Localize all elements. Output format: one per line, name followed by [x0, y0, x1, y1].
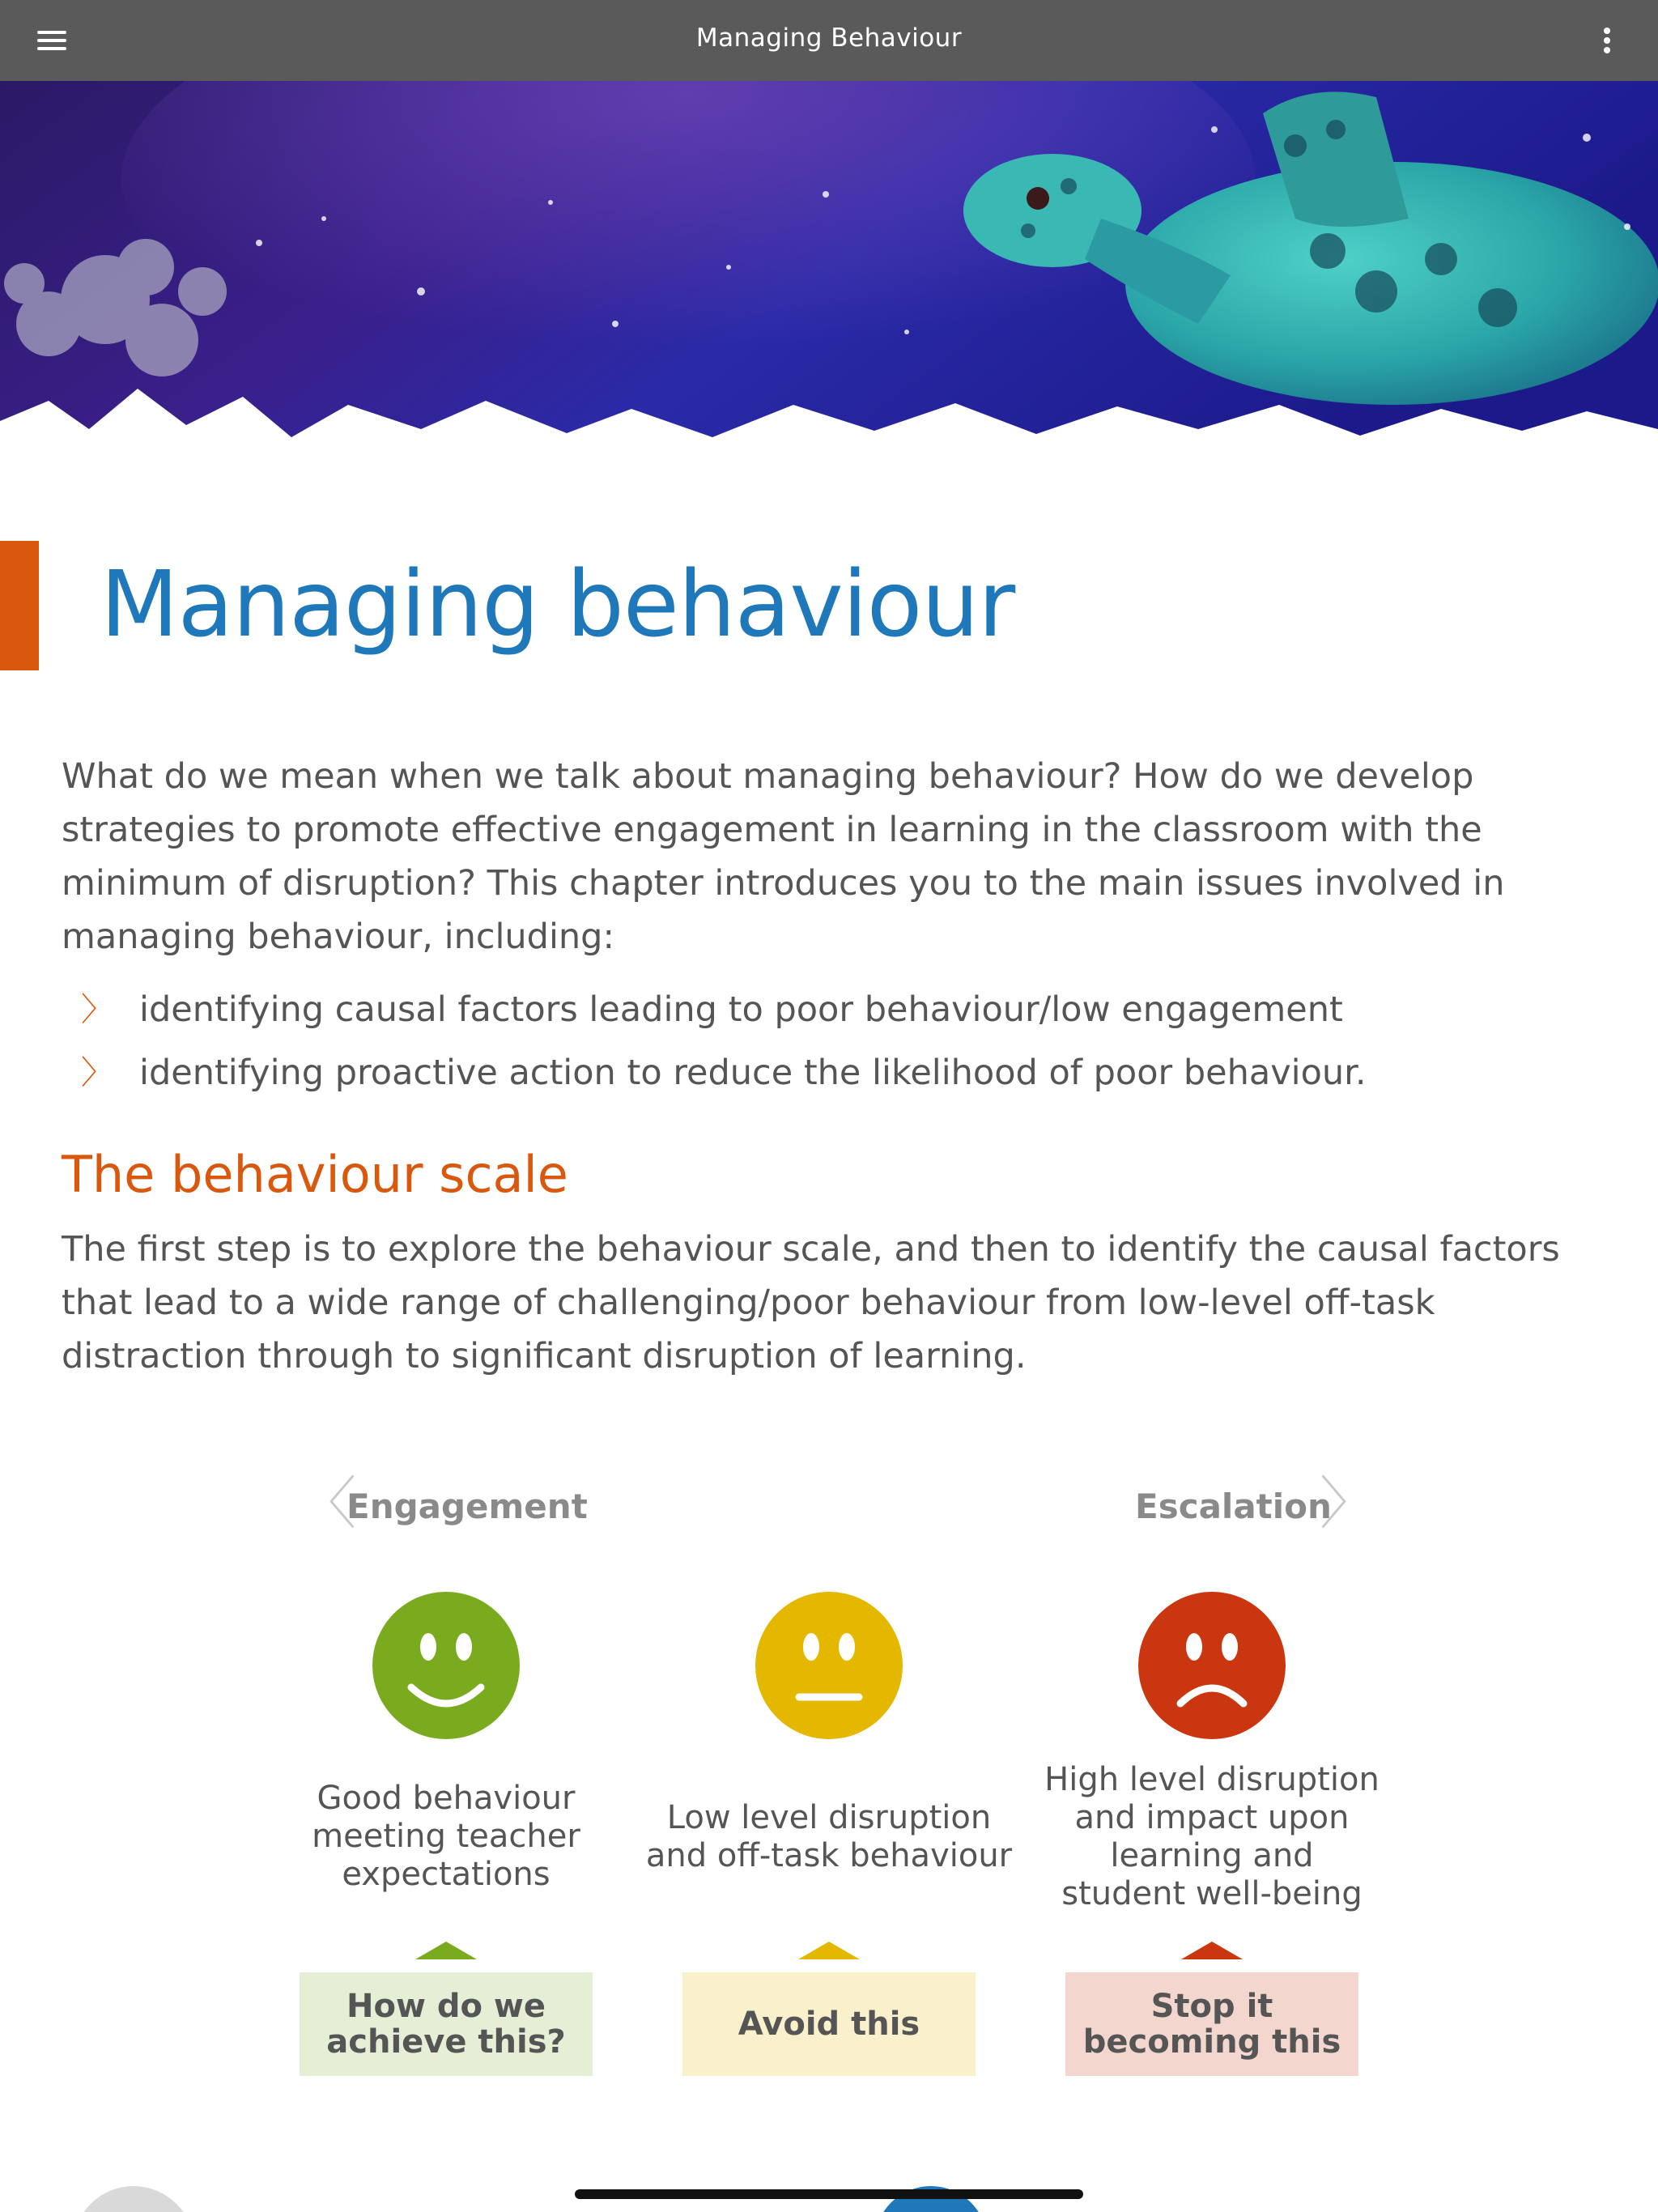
red-pointer	[1181, 1942, 1243, 1959]
chevron-left-icon: 〈	[300, 1470, 356, 1537]
engagement-label: Engagement	[346, 1487, 588, 1526]
app-bar	[0, 0, 1658, 81]
scroll-peek-gray-circle	[73, 2186, 194, 2212]
green-pointer	[415, 1942, 477, 1959]
chevron-right-icon: 〉	[81, 991, 113, 1028]
home-indicator[interactable]	[575, 2189, 1083, 2199]
vertical-ellipsis-icon[interactable]	[1590, 24, 1622, 57]
stop-it-button[interactable]: Stop it becoming this	[1065, 1972, 1358, 2076]
hero-banner	[0, 81, 1658, 450]
list-item: 〉 identifying causal factors leading to poor behaviour/low engagement	[81, 978, 1367, 1041]
yellow-pointer	[798, 1942, 860, 1959]
happy-face-icon	[372, 1592, 520, 1739]
good-behaviour-label: Good behaviour meeting teacher expectations	[312, 1780, 580, 1893]
section-title: The behaviour scale	[62, 1145, 568, 1204]
turtle-underwater-image	[0, 81, 1658, 450]
chevron-right-icon: 〉	[81, 1054, 113, 1091]
list-item: 〉 identifying proactive action to reduce the likelihood of poor behaviour.	[81, 1041, 1367, 1104]
neutral-face-icon	[755, 1592, 903, 1739]
sad-face-icon	[1138, 1592, 1286, 1739]
escalation-label: Escalation	[1135, 1487, 1332, 1526]
section-paragraph: The first step is to explore the behaviour scale, and then to identify the causal factors that lead to a wide range of challenging/poor behaviour from low-level off-task distraction through to significant disruption of learning.	[62, 1229, 1560, 1376]
bullet-list	[81, 978, 1367, 1104]
low-level-disruption-label: Low level disruption and off-task behaviour	[645, 1799, 1013, 1874]
chevron-right-icon: 〉	[1320, 1470, 1376, 1537]
high-level-disruption-label: High level disruption and impact upon learning and student well-being	[1044, 1761, 1380, 1912]
achieve-this-button[interactable]: How do we achieve this?	[300, 1972, 593, 2076]
page-title: Managing behaviour	[100, 552, 1015, 657]
title-accent-bar	[0, 541, 39, 670]
intro-paragraph: What do we mean when we talk about managing behaviour? How do we develop strategies to promote effective engagement in learning in the classroom with the minimum of disruption? This chapter introduces you to the main issues involved in managing behaviour, including:	[62, 756, 1505, 957]
app-bar-title: Managing Behaviour	[695, 23, 963, 53]
avoid-this-button[interactable]: Avoid this	[682, 1972, 976, 2076]
